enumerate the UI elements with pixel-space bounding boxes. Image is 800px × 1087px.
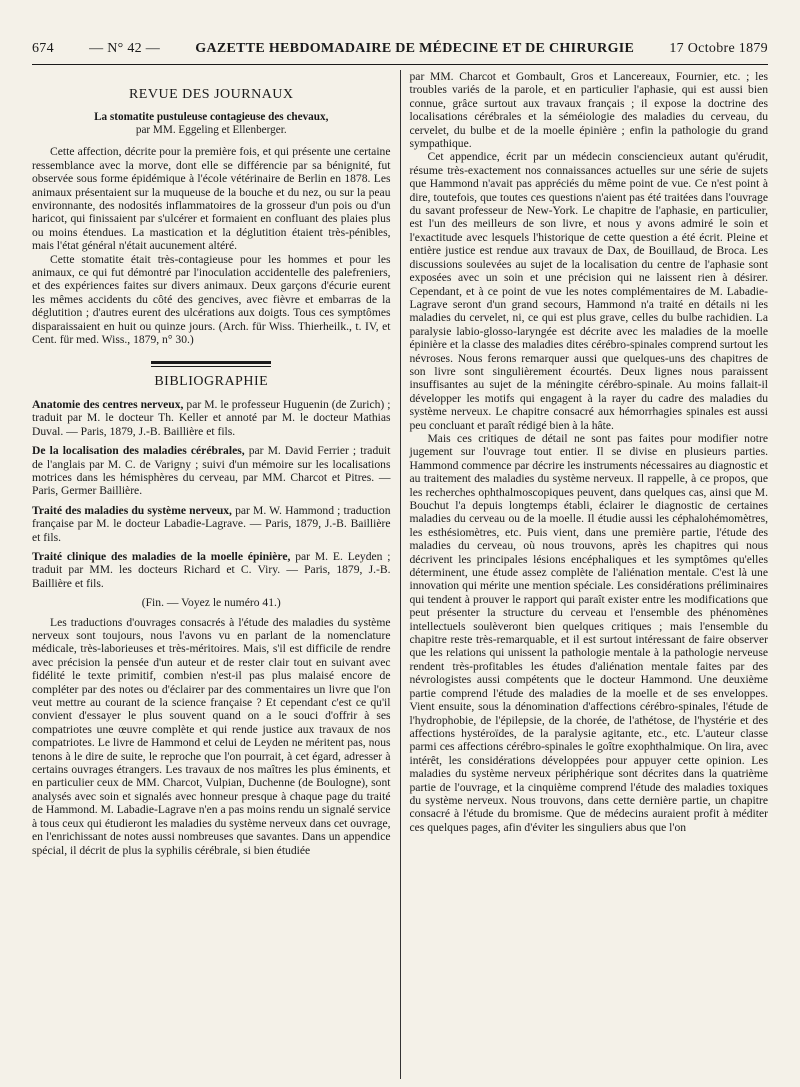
biblio-title: BIBLIOGRAPHIE [154,373,269,389]
continuation-note: (Fin. — Voyez le numéro 41.) [141,596,281,610]
bib-title: Traité des maladies du système nerveux, [32,503,232,517]
bib-entry [32,444,391,498]
bib-title: Traité clinique des maladies de la moelle épinière, [32,549,291,563]
bib-entry [32,504,391,544]
columns [32,70,768,1079]
bib-entry [32,550,391,590]
paragraph: par MM. Charcot et Gombault, Gros et Lancereaux, Fournier, etc. ; les troubles variés de la parole, et en particulier l'aphasie, qui est aussi bien connue, grâce surtout aux travaux français ; il expose la doctrine des localisations cérébrales et la séméiologie des maladies du cerveau, du cervelet, du bulbe et de la moelle épinière ; enfin la pathologie du grand sympathique. [409,70,768,151]
left-column [32,70,400,1079]
paragraph: Les traductions d'ouvrages consacrés à l'étude des maladies du système nerveux sont toujours, nous l'avons vu en parlant de la nomenclature médicale, très-laborieuses et très-méritoires. Mais, s'il est difficile de rendre avec précision la pensée d'un auteur et de rester clair tout en suivant avec fidélité le texte primitif, combien n'est-il pas plus malaisé encore de compléter par des notes ou d'éclairer par des commentaires un livre que l'on veut mettre au courant de la science française ? Et cependant c'est ce qu'il convient d'essayer le plus souvent quand on a le souci d'offrir à ses compatriotes une œuvre complète et qui rende justice aux travaux de nos compatriotes. Le livre de Hammond et celui de Leyden ne méritent pas, nous tenons à le dire de suite, le reproche que l'on pourrait, à cet égard, adresser à certains ouvrages étrangers. Les travaux de nos maîtres les plus éminents, et en particulier ceux de MM. Charcot, Vulpian, Duchenne (de Boulogne), sont analysés avec soin et signalés avec honneur presque à chaque page du traité de Hammond. M. Labadie-Lagrave n'en a pas moins rendu un signalé service à tous ceux qui étudieront les maladies du système nerveux dans cet ouvrage, en l'enrichissant de notes aussi nombreuses que savantes. Dans un appendice spécial, il décrit de plus la syphilis cérébrale, si bien étudiée [32,615,391,857]
right-column [400,70,769,1079]
bib-details: par M. le professeur Huguenin (de Zurich) ; traduit par M. le docteur Th. Keller et annoté par M. le docteur Mathias Duval. — Paris, 1879, J.-B. Baillière et fils. [32,397,391,438]
paragraph: Mais ces critiques de détail ne sont pas faites pour modifier notre jugement sur l'ouvrage tout entier. Il se divise en plusieurs parties. Hammond commence par décrire les instruments nécessaires au diagnostic et au traitement des maladies du système nerveux. Il rappelle, à ce propos, que les recherches ophthalmoscopiques peuvent, dans quelques cas, ainsi que M. Bouchut l'a depuis longtemps établi, éclairer le diagnostic de certaines maladies du cerveau ou de la moelle. Il étudie aussi les céphalohémomètres, les esthésiomètres, etc. Puis vient, dans une première partie, l'étude des maladies du cerveau, où nous trouvons, après les chapitres qui nous décrivent les principales lésions encéphaliques et les symptômes qu'elles déterminent, une étude assez complète de l'aliénation mentale. C'est là une innovation qui mérite une mention spéciale. Les considérations préliminaires qui tendent à prouver le rapport qui paraît exister entre les modifications que peut présenter la structure du cerveau et l'ensemble des phénomènes intellectuels soulèveront bien quelques critiques ; mais l'ensemble du chapitre reste très-remarquable, et il est surtout intéressant de faire observer que les relations qui unissent la pathologie mentale à la pathologie nerveuse rendent très-profitables les études d'aliénation mentale faites par des névrologistes aussi compétents que le docteur Hammond. Une deuxième partie comprend l'étude des maladies de la moelle et de ses enveloppes. Vient ensuite, sous la dénomination d'affections cérébro-spinales, l'étude de l'hydrophobie, de l'épilepsie, de la chorée, de l'athétose, de l'hystérie et des affections hystéroïdes, de la paralysie agitante, etc., etc. L'auteur classe parmi ces affections cérébro-spinales le goître exophthalmique. On lira, avec intérêt, les considérations développées pour appuyer cette opinion. Les maladies du système nerveux périphérique sont décrites dans la quatrième partie de l'ouvrage, et la cinquième comprend l'étude des maladies toxiques du système nerveux. Nous trouvons, dans cette dernière partie, un chapitre consacré à l'étude du bromisme. Que de médecins auraient profit à méditer ces quelques pages, afin d'éviter les singuliers abus que l'on [409,431,768,834]
page-number: 674 [32,41,54,56]
article-title: La stomatite pustuleuse contagieuse des chevaux, [94,111,329,124]
bib-entry [32,398,391,438]
bib-title: De la localisation des maladies cérébrales, [32,444,245,458]
running-head [32,38,768,60]
header-rule [32,64,768,65]
issue-date: 17 Octobre 1879 [669,41,768,56]
bib-details: par M. David Ferrier ; traduit de l'anglais par M. C. de Varigny ; suivi d'un mémoire sur les localisations motrices dans les hémisphères du cerveau, par MM. Charcot et Pitres. — Paris, Germer Baillière. [32,444,391,498]
article-heading [32,111,391,137]
bib-details: par M. E. Leyden ; traduit par MM. les docteurs Richard et C. Viry. — Paris, 1879, J.-B. Baillière et fils. [32,549,391,590]
issue-number: — N° 42 — [89,41,161,56]
bib-details: par M. W. Hammond ; traduction française par M. le docteur Labadie-Lagrave. — Paris, 1879, J.-B. Baillière et fils. [32,503,391,544]
paragraph: Cette affection, décrite pour la première fois, et qui présente une certaine ressemblance avec la morve, dont elle se différencie par sa bénignité, fut observée sous forme épidémique à l'école vétérinaire de Berlin en 1878. Les animaux présentaient sur la muqueuse de la bouche et du nez, ou sur la peau environnante, des nodosités inflammatoires de la grosseur d'un pois ou d'un haricot, qui finissaient par s'ulcérer et formaient en confluant des plaies plus ou moins étendues. La mastication et la déglutition étaient très-pénibles, mais l'état général n'était aucunement altéré. [32,145,391,253]
revue-title: REVUE DES JOURNAUX [128,87,294,102]
paragraph: Cette stomatite était très-contagieuse pour les hommes et pour les animaux, ce qui fut démontré par l'inoculation accidentelle des palefreniers, et des expériences faites sur divers animaux. Deux garçons d'écurie eurent les mêmes accidents du côté des gencives, avec fièvre et embarras de la déglutition ; d'autres eurent des ulcérations aux doigts. Tous ces symptômes disparaissaient en huit ou quinze jours. (Arch. für Wiss. Thierheilk., t. IV, et Cent. für med. Wiss., 1879, n° 30.) [32,252,391,347]
article-authors: par MM. Eggeling et Ellenberger. [135,124,287,137]
paragraph: Cet appendice, écrit par un médecin consciencieux autant qu'érudit, résume très-exactement nos connaissances actuelles sur une série de sujets que Hammond n'avait pas appréciés du même point de vue. Ce n'est point à dire, toutefois, que toutes ces questions n'aient pas été traitées dans l'ouvrage du savant professeur de New-York. Le chapitre de l'aphasie, en particulier, est l'un des meilleurs de son livre, et nous y avons admiré le soin et l'exactitude avec lesquels l'historique de cette question a été écrit. Pleine et entière justice est rendue aux travaux de Dax, de Bouillaud, de Broca. Les discussions soulevées au sujet de la localisation du centre de l'aphasie sont exposées avec un soin et une précision qui ne laissent rien à désirer. Cependant, et à ce point de vue les notes complémentaires de M. Labadie-Lagrave seront d'un grand secours, Hammond n'a traité en détails ni les maladies du cervelet, ni, ce qui est plus grave, celles du bulbe rachidien. La paralysie labio-glosso-laryngée est décrite avec les maladies de la moelle épinière et la classe des maladies dites cérébro-spinales comprend surtout les névroses. Nous ferons remarquer aussi que quelques-uns des chapitres de son livre sont singulièrement écourtés. Deux lignes nous paraissent insuffisantes au sujet de la méningite cérébro-spinale. Au moins fallait-il développer les motifs qui engagent à la rayer du cadre des maladies du système nerveux. Le chapitre consacré aux hémorrhagies spinales est aussi peu concluant et paraît rédigé bien à la hâte. [409,150,768,432]
journal-title: GAZETTE HEBDOMADAIRE DE MÉDECINE ET DE CHIRURGIE [195,41,635,56]
bib-title: Anatomie des centres nerveux, [32,397,184,411]
section-divider [32,361,391,367]
